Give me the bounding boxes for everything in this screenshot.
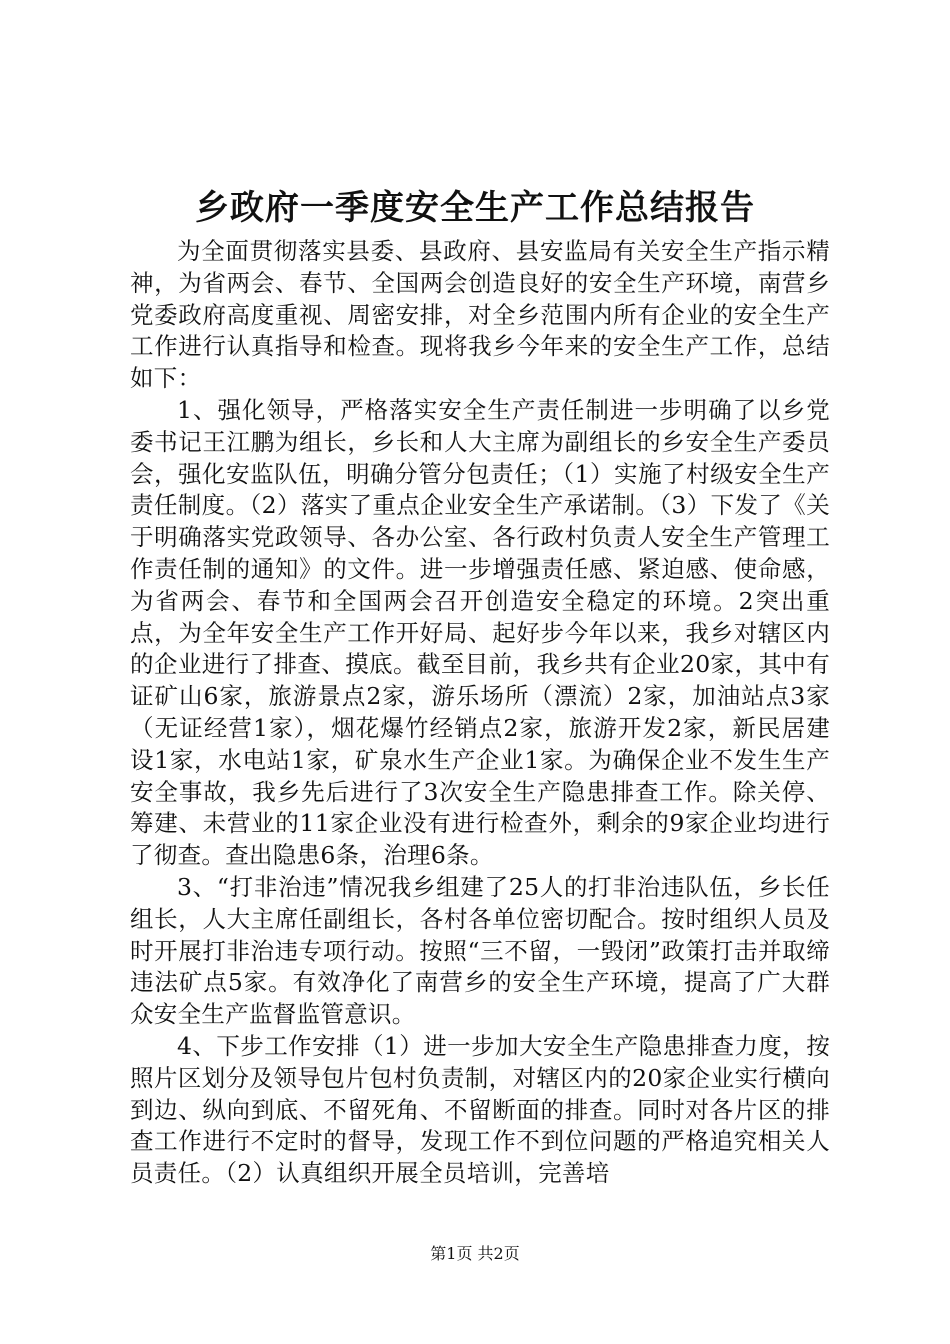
- paragraph-intro: 为全面贯彻落实县委、县政府、县安监局有关安全生产指示精神，为省两会、春节、全国两会创造良好的安全生产环境，南营乡党委政府高度重视、周密安排，对全乡范围内所有企业的安全生产工作进行认真指导和检查。现将我乡今年来的安全生产工作，总结如下：: [130, 237, 830, 393]
- paragraph-crackdown: 3、“打非治违”情况我乡组建了25人的打非治违队伍，乡长任组长，人大主席任副组长，各村各单位密切配合。按时组织人员及时开展打非治违专项行动。按照“三不留，一毁闭”政策打击并取缔违法矿点5家。有效净化了南营乡的安全生产环境，提高了广大群众安全生产监督监管意识。: [130, 872, 830, 1029]
- document-title: 乡政府一季度安全生产工作总结报告: [195, 188, 755, 228]
- document-body: [130, 236, 830, 1190]
- paragraph-next-steps: 4、下步工作安排（1）进一步加大安全生产隐患排查力度，按照片区划分及领导包片包村负责制，对辖区内的20家企业实行横向到边、纵向到底、不留死角、不留断面的排查。同时对各片区的排查工作进行不定时的督导，发现工作不到位问题的严格追究相关人员责任。（2）认真组织开展全员培训，完善培: [130, 1031, 830, 1188]
- paragraph-leadership: 1、强化领导，严格落实安全生产责任制进一步明确了以乡党委书记王江鹏为组长，乡长和人大主席为副组长的乡安全生产委员会，强化安监队伍，明确分管分包责任；（1）实施了村级安全生产责任制度。（2）落实了重点企业安全生产承诺制。（3）下发了《关于明确落实党政领导、各办公室、各行政村负责人安全生产管理工作责任制的通知》的文件。进一步增强责任感、紧迫感、使命感，为省两会、春节和全国两会召开创造安全稳定的环境。2突出重点，为全年安全生产工作开好局、起好步今年以来，我乡对辖区内的企业进行了排查、摸底。截至目前，我乡共有企业20家，其中有证矿山6家，旅游景点2家，游乐场所（漂流）2家，加油站点3家（无证经营1家），烟花爆竹经销点2家，旅游开发2家，新民居建设1家，水电站1家，矿泉水生产企业1家。为确保企业不发生生产安全事故，我乡先后进行了3次安全生产隐患排查工作。除关停、筹建、未营业的11家企业没有进行检查外，剩余的9家企业均进行了彻查。查出隐患6条，治理6条。: [130, 395, 830, 870]
- page-footer: 第1页 共2页: [430, 1244, 520, 1263]
